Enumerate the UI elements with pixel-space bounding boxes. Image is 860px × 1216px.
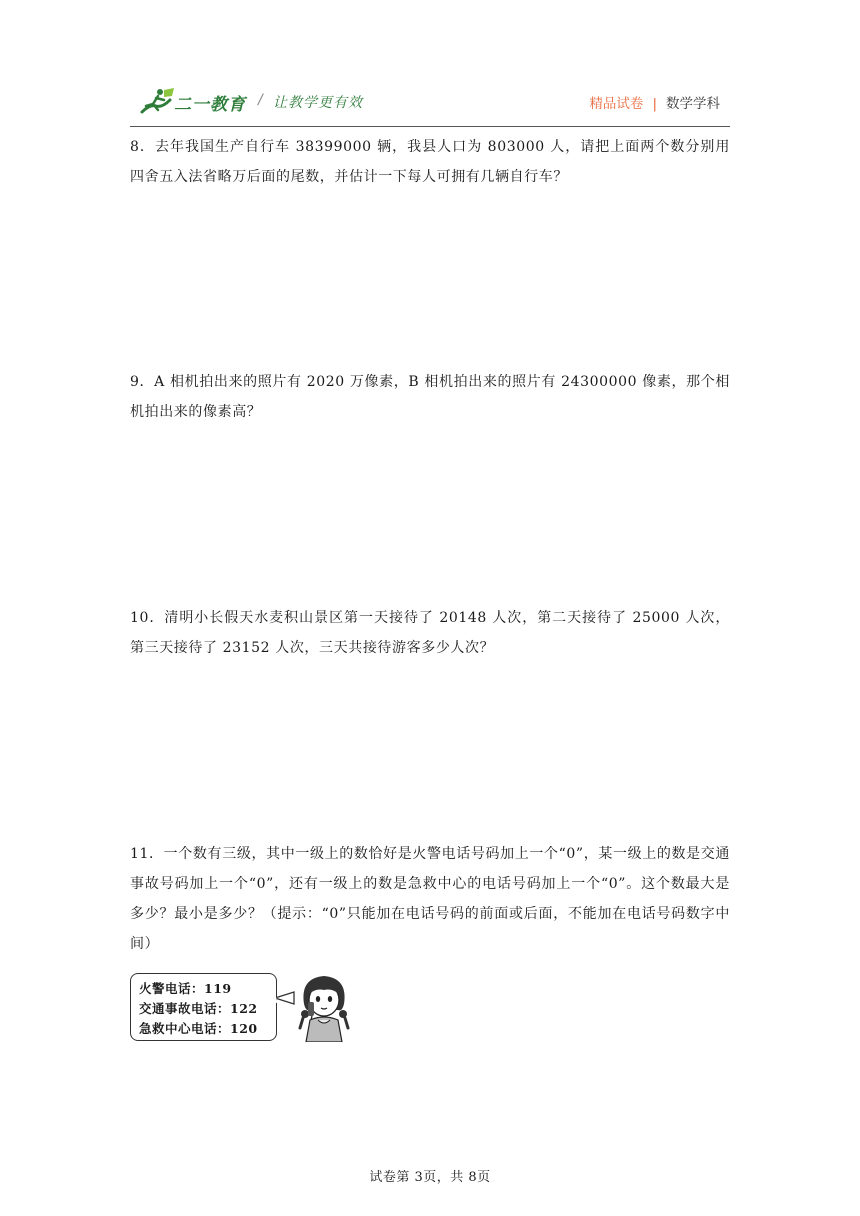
question-11: 11．一个数有三级，其中一级上的数恰好是火警电话号码加上一个“0”，某一级上的数是交通事故号码加上一个“0”，还有一级上的数是急救中心的电话号码加上一个“0”。这个数最大是多少？最小是多少？（提示：“0”只能加在电话号码的前面或后面，不能加在电话号码数字中间） [130, 846, 730, 952]
callout-line-fire: 火警电话：119 [139, 981, 232, 996]
header-slash: / [258, 92, 263, 108]
page-header [130, 84, 730, 120]
question-8: 8．去年我国生产自行车 38399000 辆，我县人口为 803000 人，请把上面两个数分别用四舍五入法省略万后面的尾数，并估计一下每人可拥有几辆自行车？ [130, 139, 730, 185]
question-9: 9．A 相机拍出来的照片有 2020 万像素，B 相机拍出来的照片有 24300000 像素，那个相机拍出来的像素高？ [130, 374, 730, 420]
header-right [589, 92, 720, 112]
header-subject: 数学学科 [666, 96, 720, 112]
header-slogan: 让教学更有效 [273, 95, 363, 111]
header-rule [130, 126, 730, 127]
callout-line-emergency: 急救中心电话：120 [139, 1021, 258, 1036]
phone-numbers-callout [130, 973, 277, 1041]
running-figure-flag-icon [136, 86, 176, 116]
header-label: 精品试卷 [589, 96, 644, 112]
callout-line-traffic: 交通事故电话：122 [139, 1001, 258, 1016]
header-separator: | [652, 96, 657, 112]
girl-on-phone-icon [272, 970, 358, 1042]
question-10: 10．清明小长假天水麦积山景区第一天接待了 20148 人次，第二天接待了 25000 人次，第三天接待了 23152 人次，三天共接待游客多少人次？ [130, 610, 730, 656]
page-footer: 试卷第 3页，共 8页 [369, 1170, 491, 1185]
brand-name: 二一教育 [174, 95, 246, 115]
